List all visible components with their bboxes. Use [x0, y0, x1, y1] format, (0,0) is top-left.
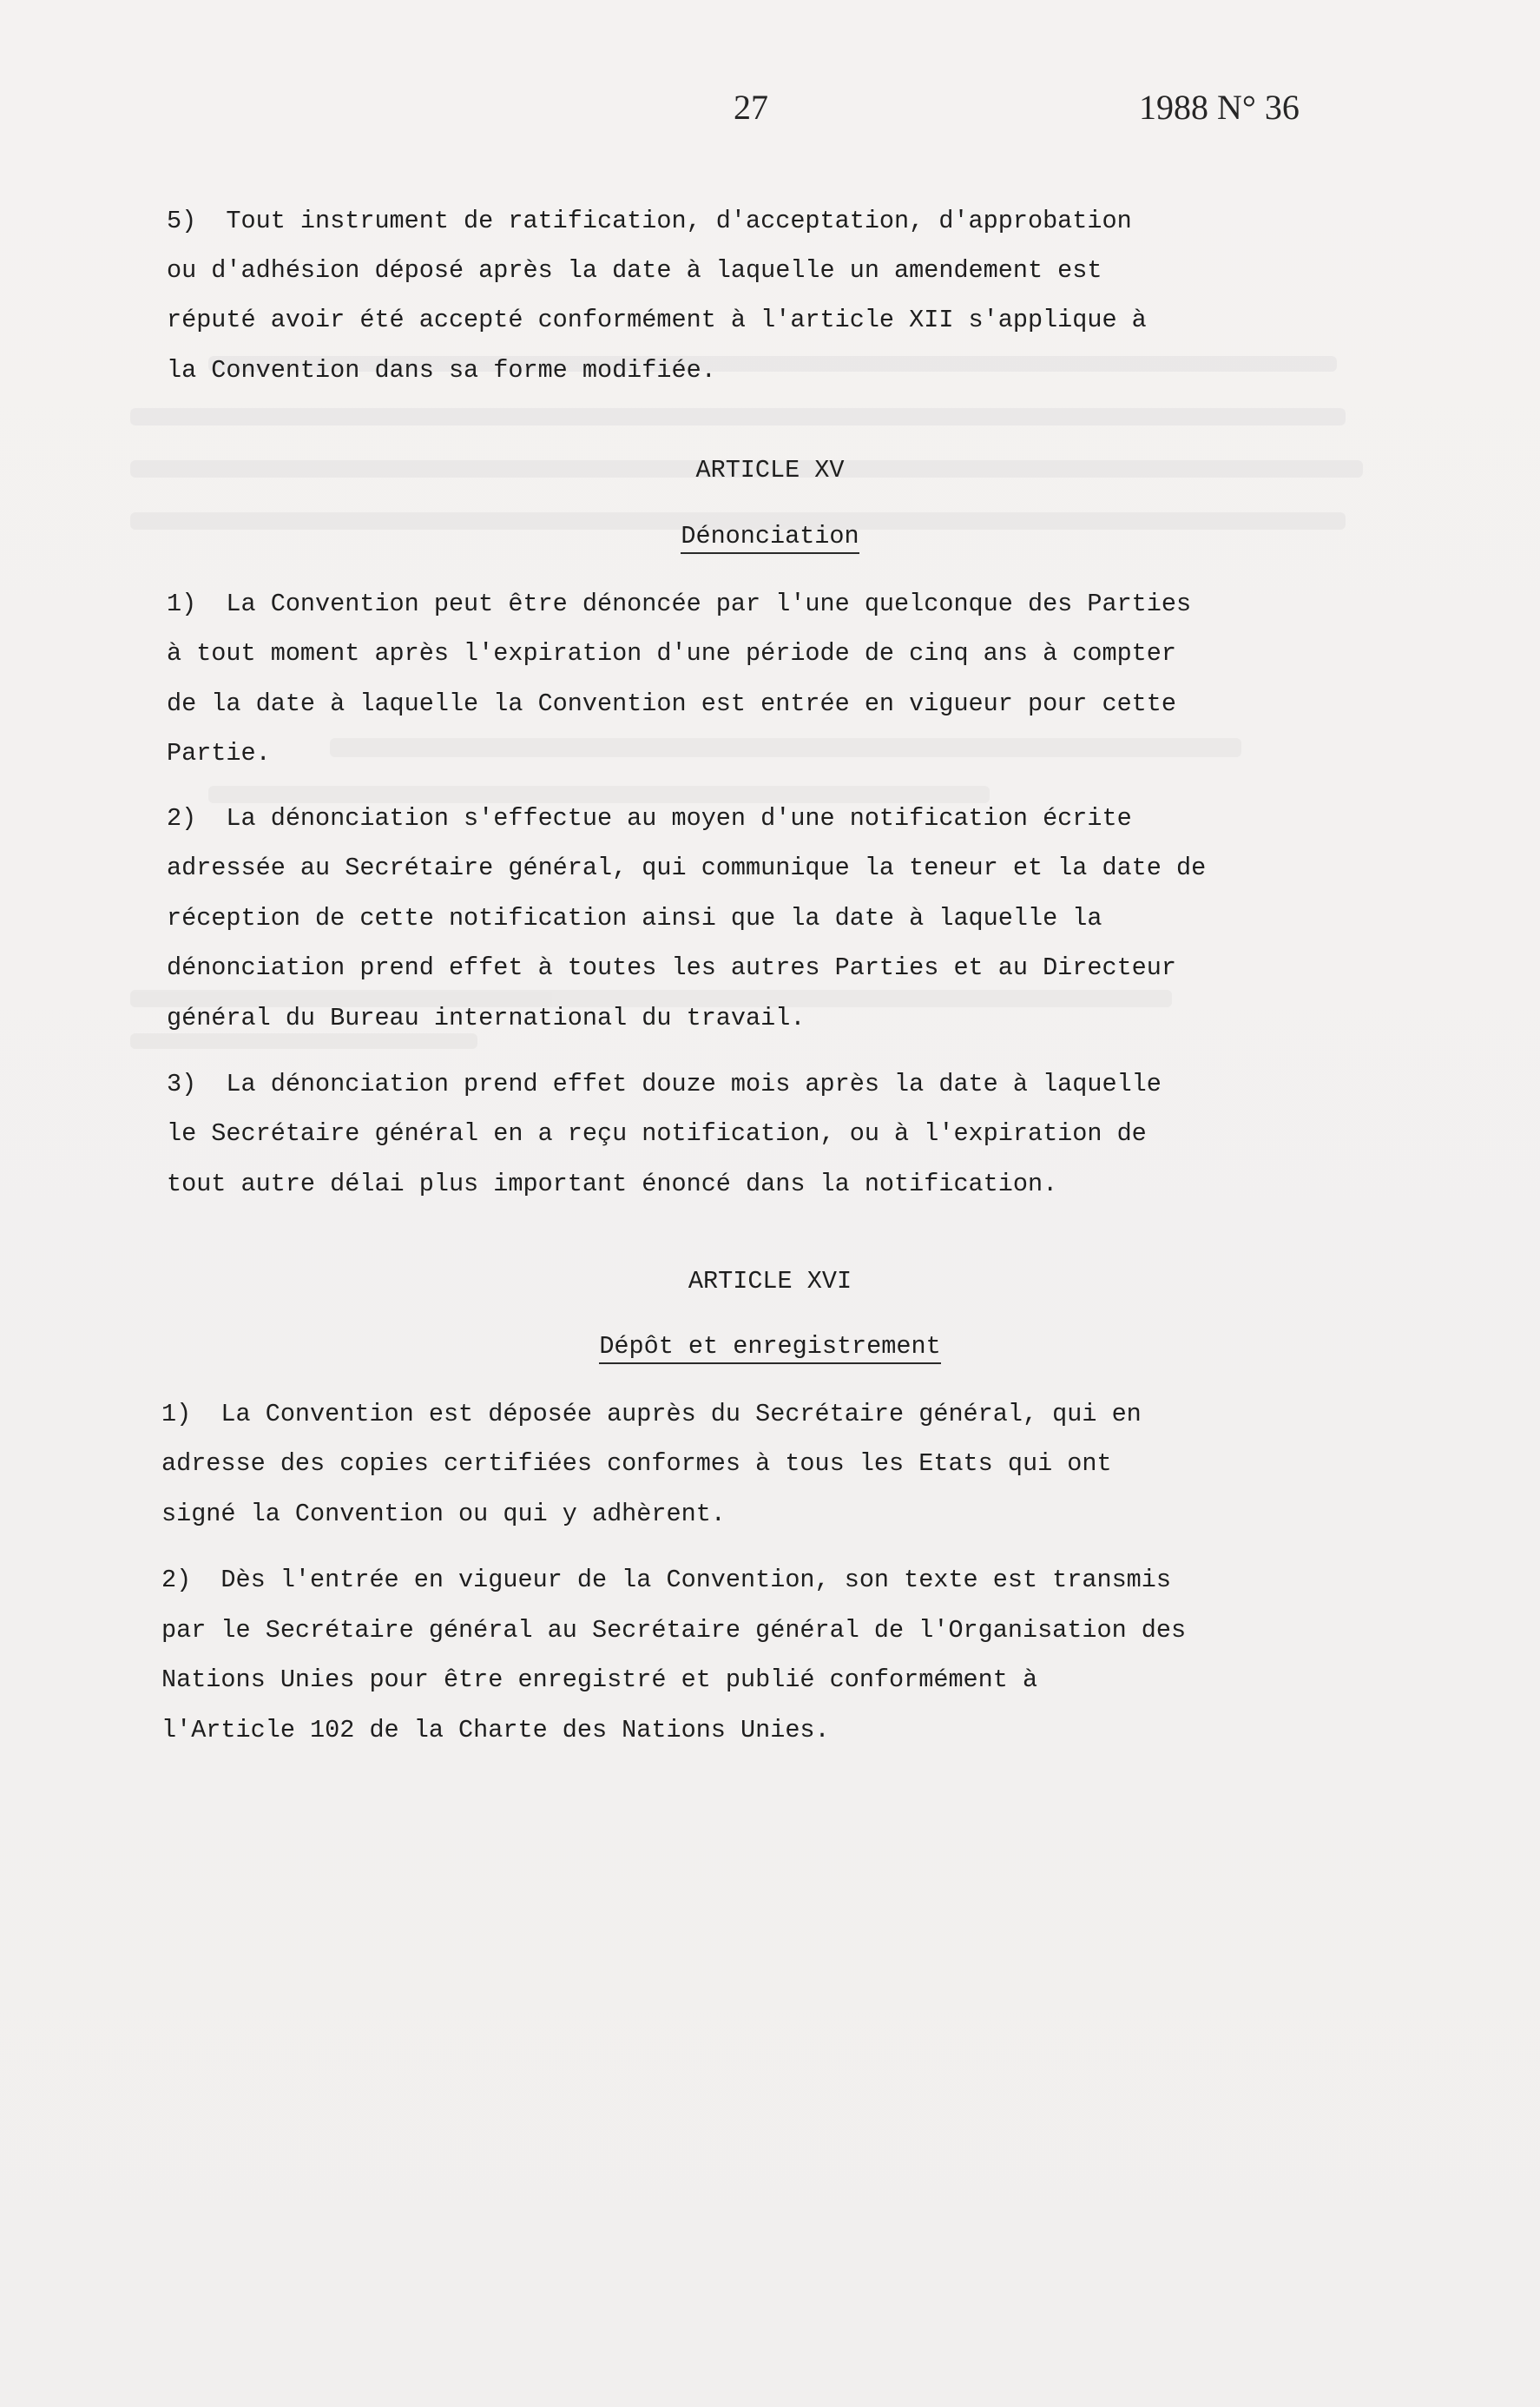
page-number: 27: [734, 88, 768, 127]
paragraph-line: 5) Tout instrument de ratification, d'acceptation, d'approbation: [167, 207, 1132, 235]
paragraph-line: dénonciation prend effet à toutes les autres Parties et au Directeur: [167, 953, 1176, 982]
article-subtitle-text: Dénonciation: [681, 522, 859, 554]
paragraph-line: 2) Dès l'entrée en vigueur de la Convention, son texte est transmis: [161, 1566, 1171, 1594]
paragraph-line: ou d'adhésion déposé après la date à laquelle un amendement est: [167, 256, 1102, 285]
paragraph-line: 1) La Convention peut être dénoncée par l'une quelconque des Parties: [167, 590, 1192, 618]
paragraph-line: par le Secrétaire général au Secrétaire général de l'Organisation des: [161, 1616, 1187, 1645]
paragraph-line: 2) La dénonciation s'effectue au moyen d'une notification écrite: [167, 804, 1132, 833]
paragraph-line: Nations Unies pour être enregistré et publié conformément à: [161, 1665, 1038, 1694]
article-subtitle: [0, 1332, 1540, 1361]
document-reference: 1988 N° 36: [1139, 88, 1300, 127]
article-subtitle-text: Dépôt et enregistrement: [599, 1332, 940, 1364]
paragraph-line: Partie.: [167, 739, 271, 768]
article-title: ARTICLE XV: [695, 456, 845, 485]
paragraph-line: l'Article 102 de la Charte des Nations Unies.: [161, 1716, 830, 1744]
paragraph-line: réception de cette notification ainsi que la date à laquelle la: [167, 904, 1102, 933]
paragraph-line: la Convention dans sa forme modifiée.: [167, 356, 716, 385]
paragraph-line: 3) La dénonciation prend effet douze mois après la date à laquelle: [167, 1070, 1162, 1098]
paragraph-line: général du Bureau international du travail.: [167, 1004, 806, 1032]
article-subtitle: [0, 524, 1540, 550]
paragraph-line: réputé avoir été accepté conformément à l'article XII s'applique à: [167, 306, 1147, 334]
paragraph-line: signé la Convention ou qui y adhèrent.: [161, 1500, 726, 1528]
paragraph-line: 1) La Convention est déposée auprès du Secrétaire général, qui en: [161, 1400, 1142, 1428]
page-header: [0, 87, 1540, 139]
paragraph-line: le Secrétaire général en a reçu notification, ou à l'expiration de: [167, 1119, 1147, 1148]
paragraph-line: tout autre délai plus important énoncé dans la notification.: [167, 1170, 1058, 1198]
paragraph-line: adressée au Secrétaire général, qui communique la teneur et la date de: [167, 854, 1207, 882]
article-title: ARTICLE XVI: [688, 1267, 852, 1296]
paragraph-line: à tout moment après l'expiration d'une période de cinq ans à compter: [167, 639, 1176, 668]
paragraph-line: de la date à laquelle la Convention est entrée en vigueur pour cette: [167, 689, 1176, 718]
paragraph-line: adresse des copies certifiées conformes à tous les Etats qui ont: [161, 1449, 1112, 1478]
